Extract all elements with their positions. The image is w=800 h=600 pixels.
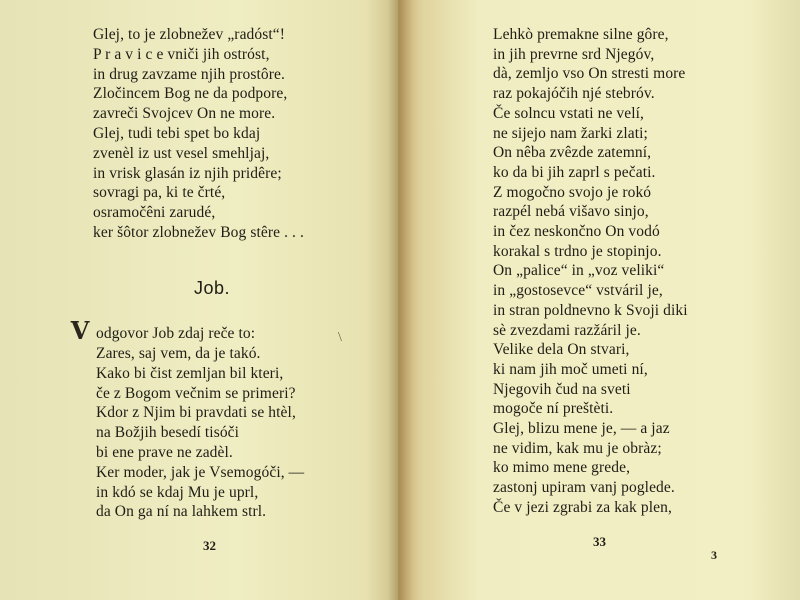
poem-line: in čez neskončno On vodó	[493, 223, 660, 240]
poem-line: ker šôtor zlobnežev Bog stêre . . .	[93, 224, 304, 241]
poem-line: raz pokajóčih njé stebróv.	[493, 85, 655, 103]
page-number-right: 33	[593, 534, 606, 549]
left-page	[0, 0, 398, 600]
poem-line: zvenèl iz ust vesel smehljaj,	[93, 144, 270, 162]
poem-line: Glej, to je zlobnežev „radóst“!	[93, 26, 286, 43]
poem-line: On „palice“ in „voz veliki“	[493, 262, 665, 280]
poem-line: ne sijejo nam žarki zlati;	[493, 124, 648, 142]
poem-line: P r a v i c e vniči jih ostróst,	[93, 45, 270, 63]
poem-line: če z Bogom večnim se primeri?	[96, 384, 296, 402]
poem-line: On nêba zvêzde zatemní,	[493, 144, 652, 162]
poem-line: Kako bi čist zemljan bil kteri,	[96, 364, 284, 382]
signature-mark: 3	[711, 548, 717, 562]
poem-line: in kdó se kdaj Mu je uprl,	[96, 483, 259, 501]
drop-cap-initial: V	[70, 316, 90, 345]
page-edge	[750, 0, 800, 600]
poem-line: korakal s trdno je stopinjo.	[493, 242, 662, 260]
right-page	[398, 0, 800, 600]
poem-line: in stran poldnevno k Svoji diki	[493, 301, 688, 319]
poem-line: sè zvezdami razžáril je.	[493, 321, 641, 339]
poem-line: in jih prevrne srd Njegóv,	[493, 45, 655, 63]
poem-line: Če solncu vstati ne velí,	[493, 104, 645, 122]
poem-line: Lehkò premakne silne gôre,	[493, 26, 669, 43]
poem-line: sovragi pa, ki te črté,	[93, 184, 226, 202]
poem-line: bi ene prave ne zadèl.	[96, 444, 233, 461]
poem-line: Kdor z Njim bi pravdati se htèl,	[96, 404, 296, 422]
stray-mark: \	[338, 330, 342, 345]
poem-line: da On ga ní na lahkem strl.	[96, 503, 267, 521]
poem-line: in vrisk glasán iz njih pridêre;	[93, 164, 282, 182]
poem-line: Če v jezi zgrabi za kak plen,	[493, 498, 672, 516]
poem-line: zastonj upiram vanj poglede.	[493, 479, 675, 497]
poem-line: osramočêni zarudé,	[93, 204, 216, 222]
section-heading: Job.	[194, 278, 231, 298]
poem-line: ne vidim, kak mu je obràz;	[493, 439, 662, 457]
poem-line: Njegovih čud na sveti	[493, 380, 631, 398]
poem-line: ki nam jih moč umeti ní,	[493, 360, 648, 378]
poem-line-first: odgovor Job zdaj reče to:	[96, 325, 256, 342]
poem-line: ko da bi jih zaprl s pečati.	[493, 163, 656, 181]
poem-line: Z mogočno svojo je rokó	[493, 183, 652, 201]
poem-line: na Božjih besedí tisóči	[96, 424, 240, 442]
poem-line: Ker moder, jak je Vsemogóči, —	[96, 463, 305, 481]
poem-line: Glej, tudi tebi spet bo kdaj	[93, 125, 261, 142]
poem-line: ko mimo mene grede,	[493, 459, 631, 477]
poem-line: Glej, blizu mene je, — a jaz	[493, 420, 670, 437]
page-number-left: 32	[203, 538, 216, 553]
poem-line: mogoče ní preštèti.	[493, 400, 614, 418]
poem-line: razpél nebá višavo sinjo,	[493, 203, 649, 221]
poem-line: zavreči Svojcev On ne more.	[93, 105, 276, 123]
gutter-shadow	[388, 0, 414, 600]
poem-line: in „gostosevce“ vstváril je,	[493, 282, 663, 300]
poem-line: Zares, saj vem, da je takó.	[96, 345, 261, 362]
poem-line: in drug zavzame njih prostôre.	[93, 65, 285, 83]
poem-line: dà, zemljo vso On stresti more	[493, 65, 686, 83]
poem-line: Zločincem Bog ne da podpore,	[93, 85, 288, 103]
poem-line: Velike dela On stvari,	[493, 341, 630, 359]
